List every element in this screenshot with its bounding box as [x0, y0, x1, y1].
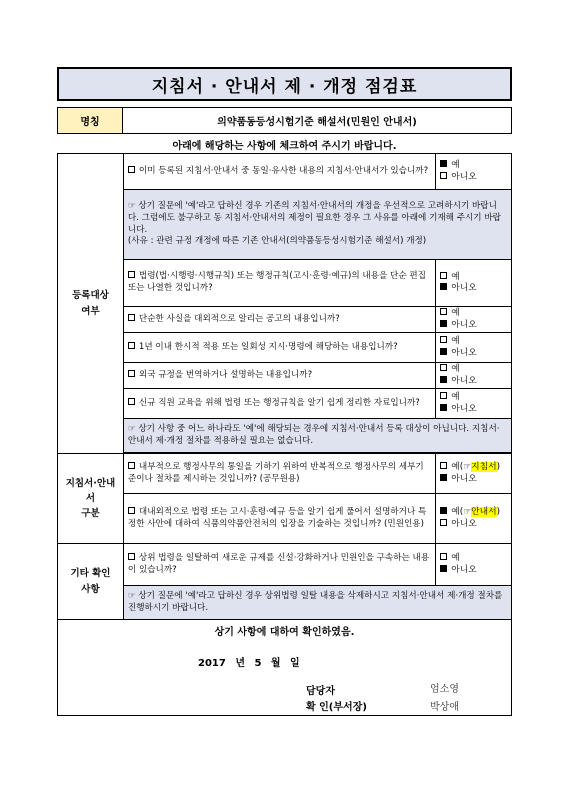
checkbox-icon[interactable] [440, 519, 447, 526]
checkbox-checked-icon[interactable] [440, 348, 447, 355]
checkbox-icon[interactable] [440, 308, 447, 315]
checkbox-checked-icon[interactable] [440, 283, 447, 290]
answer-staff-training: 예 아니오 [436, 389, 512, 419]
checkbox-icon[interactable] [440, 172, 447, 179]
checkbox-icon [128, 370, 135, 377]
checkbox-icon [128, 462, 135, 469]
note-revision-priority: ☞ 상기 질문에 '예'라고 답하신 경우 기존의 지침서·안내서의 개정을 우선적으로 고려하시기 바랍니다. 그럼에도 불구하고 동 지침서·안내서의 제정이 필요한 경우 그 사유를 아래에 기재해 주시기 바랍니다. (사유 : 관련 규정 개정에 따른 기존 안내서(의약품동등성시험기준 해설서) 개정) [123, 190, 511, 260]
checklist-table [57, 153, 512, 716]
checkbox-checked-icon[interactable] [440, 474, 447, 481]
answer-public-notice: 예 아니오 [436, 307, 512, 333]
category-classification [58, 454, 124, 544]
category-classification-label: 지침서·안내서 구분 [65, 477, 116, 520]
checkbox-icon [128, 314, 135, 321]
manager-name: 엄소영 [430, 684, 459, 695]
note-delete-deviation: ☞ 상기 질문에 '예'라고 답하신 경우 상위법령 일탈 내용을 삭제하시고 지침서·안내서 제·개정 절차를 진행하시기 바랍니다. [123, 586, 511, 620]
question-internal-guideline: 내부적으로 행정사무의 통일을 기하기 위하여 반복적으로 행정사무의 세부기준이나 절차를 제시하는 것입니까? (공무원용) [123, 454, 435, 494]
category-registration-label: 등록대상 여부 [72, 290, 109, 317]
confirmer-label: 확 인(부서장) [306, 702, 367, 713]
question-staff-training: 신규 직원 교육을 위해 법령 또는 행정규칙을 알기 쉽게 정리한 자료입니까? [123, 389, 435, 419]
question-new-regulation: 상위 법령을 일탈하여 새로운 규제를 신설·강화하거나 민원인을 구속하는 내용이 있습니까? [123, 544, 435, 586]
checkbox-checked-icon[interactable] [440, 160, 447, 167]
answer-foreign-rules: 예 아니오 [436, 363, 512, 389]
document-name-row [57, 107, 512, 134]
checkbox-icon[interactable] [440, 336, 447, 343]
checkbox-icon[interactable] [440, 553, 447, 560]
answer-new-regulation: 예 아니오 [436, 544, 512, 586]
checkbox-checked-icon[interactable] [440, 320, 447, 327]
confirm-date: 2017 년 5 월 일 [198, 658, 300, 669]
category-other-label: 기타 확인 사항 [70, 568, 111, 595]
checkbox-icon [128, 398, 135, 405]
question-temporary: 1년 이내 한시적 적용 또는 일회성 지시·명령에 해당하는 내용입니까? [123, 333, 435, 363]
checkbox-icon [128, 342, 135, 349]
checkbox-icon [128, 507, 135, 514]
confirmer-name: 박상애 [430, 702, 459, 713]
answer-internal-guideline: 예(☞지침서) 아니오 [436, 454, 512, 494]
question-existing-guide: 이미 등록된 지침서·안내서 중 동일·유사한 내용의 지침서·안내서가 있습니까? [123, 154, 435, 190]
checkbox-icon [128, 553, 135, 560]
checkbox-checked-icon[interactable] [440, 507, 447, 514]
checkbox-icon[interactable] [440, 364, 447, 371]
category-registration [58, 154, 124, 454]
confirmation-block [58, 620, 512, 716]
page-title: 지침서 · 안내서 제 · 개정 점검표 [57, 67, 512, 101]
checkbox-icon[interactable] [440, 392, 447, 399]
checkbox-checked-icon[interactable] [440, 404, 447, 411]
question-foreign-rules: 외국 규정을 번역하거나 설명하는 내용입니까? [123, 363, 435, 389]
checkbox-icon[interactable] [440, 272, 447, 279]
instruction-text: 아래에 해당하는 사항에 체크하여 주시기 바랍니다. [172, 141, 397, 152]
checkbox-checked-icon[interactable] [440, 376, 447, 383]
answer-temporary: 예 아니오 [436, 333, 512, 363]
checkbox-icon[interactable] [440, 462, 447, 469]
question-public-notice: 단순한 사실을 대외적으로 알리는 공고의 내용입니까? [123, 307, 435, 333]
answer-law-edit: 예 아니오 [436, 260, 512, 307]
question-law-edit: 법령(법·시행령·시행규칙) 또는 행정규칙(고시·훈령·예규)의 내용을 단순 편집 또는 나열한 것입니까? [123, 260, 435, 307]
checkbox-checked-icon[interactable] [440, 565, 447, 572]
name-label: 명칭 [58, 108, 123, 133]
checkbox-icon [128, 271, 135, 278]
question-civil-guide: 대내외적으로 법령 또는 고시·훈령·예규 등을 알기 쉽게 풀어서 설명하거나 특정한 사안에 대하여 식품의약품안전처의 입장을 기술하는 것입니까? (민원인용) [123, 494, 435, 544]
answer-existing-guide: 예 아니오 [436, 154, 512, 190]
name-value: 의약품동등성시험기준 해설서(민원인 안내서) [217, 117, 417, 128]
note-reason: (사유 : 관련 규정 개정에 따른 기존 안내서(의약품동등성시험기준 해설서) 개정) [127, 236, 427, 247]
note-not-registration: ☞ 상기 사항 중 어느 하나라도 '예'에 해당되는 경우에 지침서·안내서 등록 대상이 아닙니다. 지침서·안내서 제·개정 절차를 적용하실 필요는 없습니다. [123, 419, 511, 453]
answer-civil-guide: 예(☞안내서) 아니오 [436, 494, 512, 544]
confirm-statement: 상기 사항에 대하여 확인하였음. [214, 627, 355, 638]
checkbox-icon [128, 166, 135, 173]
category-other [58, 544, 124, 620]
manager-label: 담당자 [306, 686, 335, 697]
